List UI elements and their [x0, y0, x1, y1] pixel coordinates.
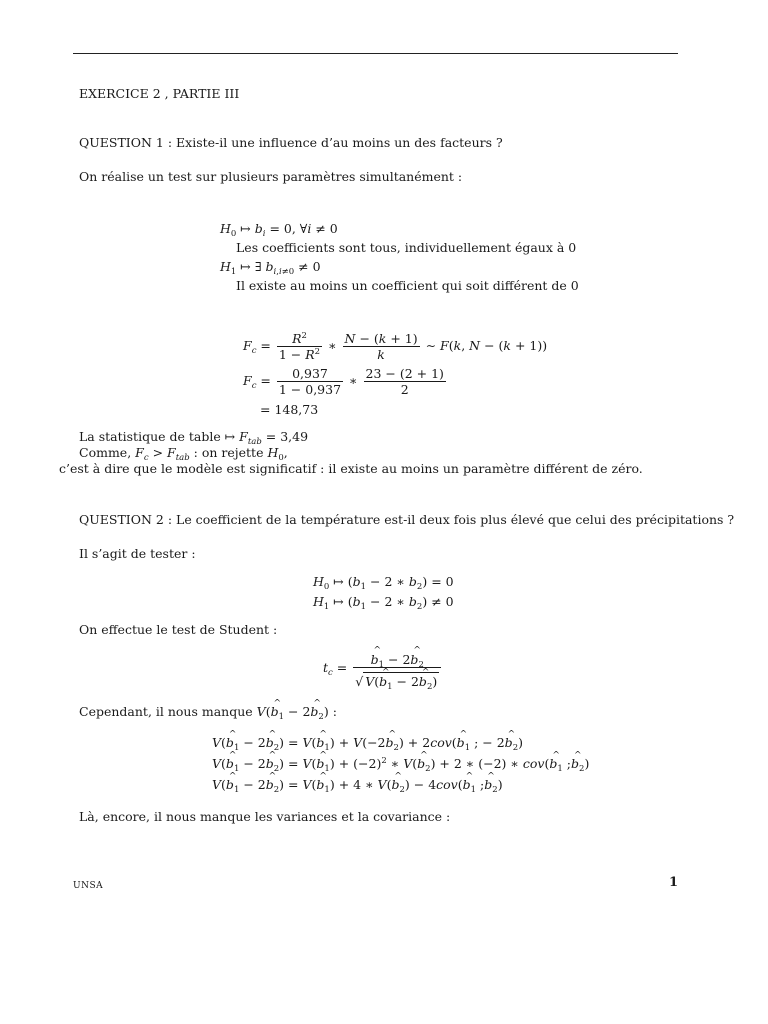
fc-numeric-formula: $F_c$ = $\frac{0,937}{1 - 0,937}$ ∗ $\frac{23 - (2 + 1)}{2}$ — [243, 366, 444, 397]
page-number: 1 — [669, 875, 679, 890]
h0-description: Les coefficients sont tous, individuellement égaux à 0 — [236, 240, 577, 255]
fc-den-value: 1 − 0,937 — [278, 382, 342, 397]
student-test-line: On effectue le test de Student : — [79, 622, 278, 637]
footer-org: UNSA — [73, 881, 104, 891]
table-statistic-line: La statistique de table ↦ $F_{tab} = 3,49$ — [79, 429, 309, 447]
student-formula: $t_c$ = ^ $\frac{b_1 - 2\^{} b_2}{√ V(\^{} b_1 - 2\^{} b_2)}$ — [323, 648, 443, 689]
fc-num-value: 0,937 — [277, 366, 343, 382]
h1-formula: $H_1$ ↦ ∃ $b_{i,i\ne 0} \ne 0$ — [220, 259, 321, 277]
fc-num-df: 23 − (2 + 1) — [365, 366, 444, 381]
variance-missing-line: Cependant, il nous manque V(^ $b_1$ − 2^ $b_2$) : — [79, 704, 337, 720]
conclusion-line: c’est à dire que le modèle est significatif : il existe au moins un paramètre différent de zéro. — [59, 461, 643, 476]
reject-text: : on rejette — [193, 445, 264, 460]
h1-q2-formula: $H_1$ ↦ ($b_1 - 2$ ∗ $b_2) \ne 0$ — [313, 594, 454, 612]
h0-q2-formula: $H_0$ ↦ ($b_1 - 2$ ∗ $b_2) = 0$ — [313, 574, 454, 592]
h1-description: Il existe au moins un coefficient qui soit différent de 0 — [236, 278, 579, 293]
ftab-value: = 3,49 — [265, 429, 309, 444]
variance-eq-3: V(^ $b_1$ − 2^ $b_2$) = V(^ $b_1) + 4$ ∗ V(^ $b_2$) − 4cov(^ $b_1$ ;^ $b_2$) — [212, 777, 503, 793]
fc-general-formula: $F_c$ = $\frac{R^2}{1 - R^2}$ ∗ $\frac{N - (k + 1)}{k}$ ∼ F(k, N − (k + 1)) — [243, 331, 548, 362]
question-1-intro: On réalise un test sur plusieurs paramètres simultanément : — [79, 169, 463, 184]
comme-text: Comme, — [79, 445, 132, 460]
comparison-line: Comme, $F_c > F_{tab}$ : on rejette $H_0$, — [79, 445, 288, 463]
covariance-missing-line: Là, encore, il nous manque les variances et la covariance : — [79, 809, 451, 824]
header-rule — [73, 53, 678, 54]
table-statistic-label: La statistique de table — [79, 429, 221, 444]
missing-text: Cependant, il nous manque — [79, 704, 253, 719]
question-2-title: QUESTION 2 : Le coefficient de la température est-il deux fois plus élevé que celui des précipitations ? — [79, 512, 735, 527]
variance-eq-2: V(^ $b_1$ − 2^ $b_2$) = V(^ $b_1) + (-2)^2$ ∗ V(^ $b_2) + 2$ ∗ (−2) ∗ cov(^ $b_1$ ;^ $b_2$) — [212, 756, 589, 772]
question-1-title: QUESTION 1 : Existe-il une influence d’au moins un des facteurs ? — [79, 135, 503, 150]
question-2-intro: Il s’agit de tester : — [79, 546, 196, 561]
h0-formula: $H_0$ ↦ $b_i = 0$, ∀i ≠ 0 — [220, 221, 338, 239]
fc-den-df: 2 — [400, 382, 409, 397]
variance-eq-1: V(^ $b_1$ − 2^ $b_2$) = V(^ $b_1$) + V(−2^ $b_2$) + 2cov(^ $b_1$ ; − 2^ $b_2$) — [212, 735, 523, 751]
fc-result: = 148,73 — [260, 402, 319, 417]
exercise-title: EXERCICE 2 , PARTIE III — [79, 86, 240, 101]
